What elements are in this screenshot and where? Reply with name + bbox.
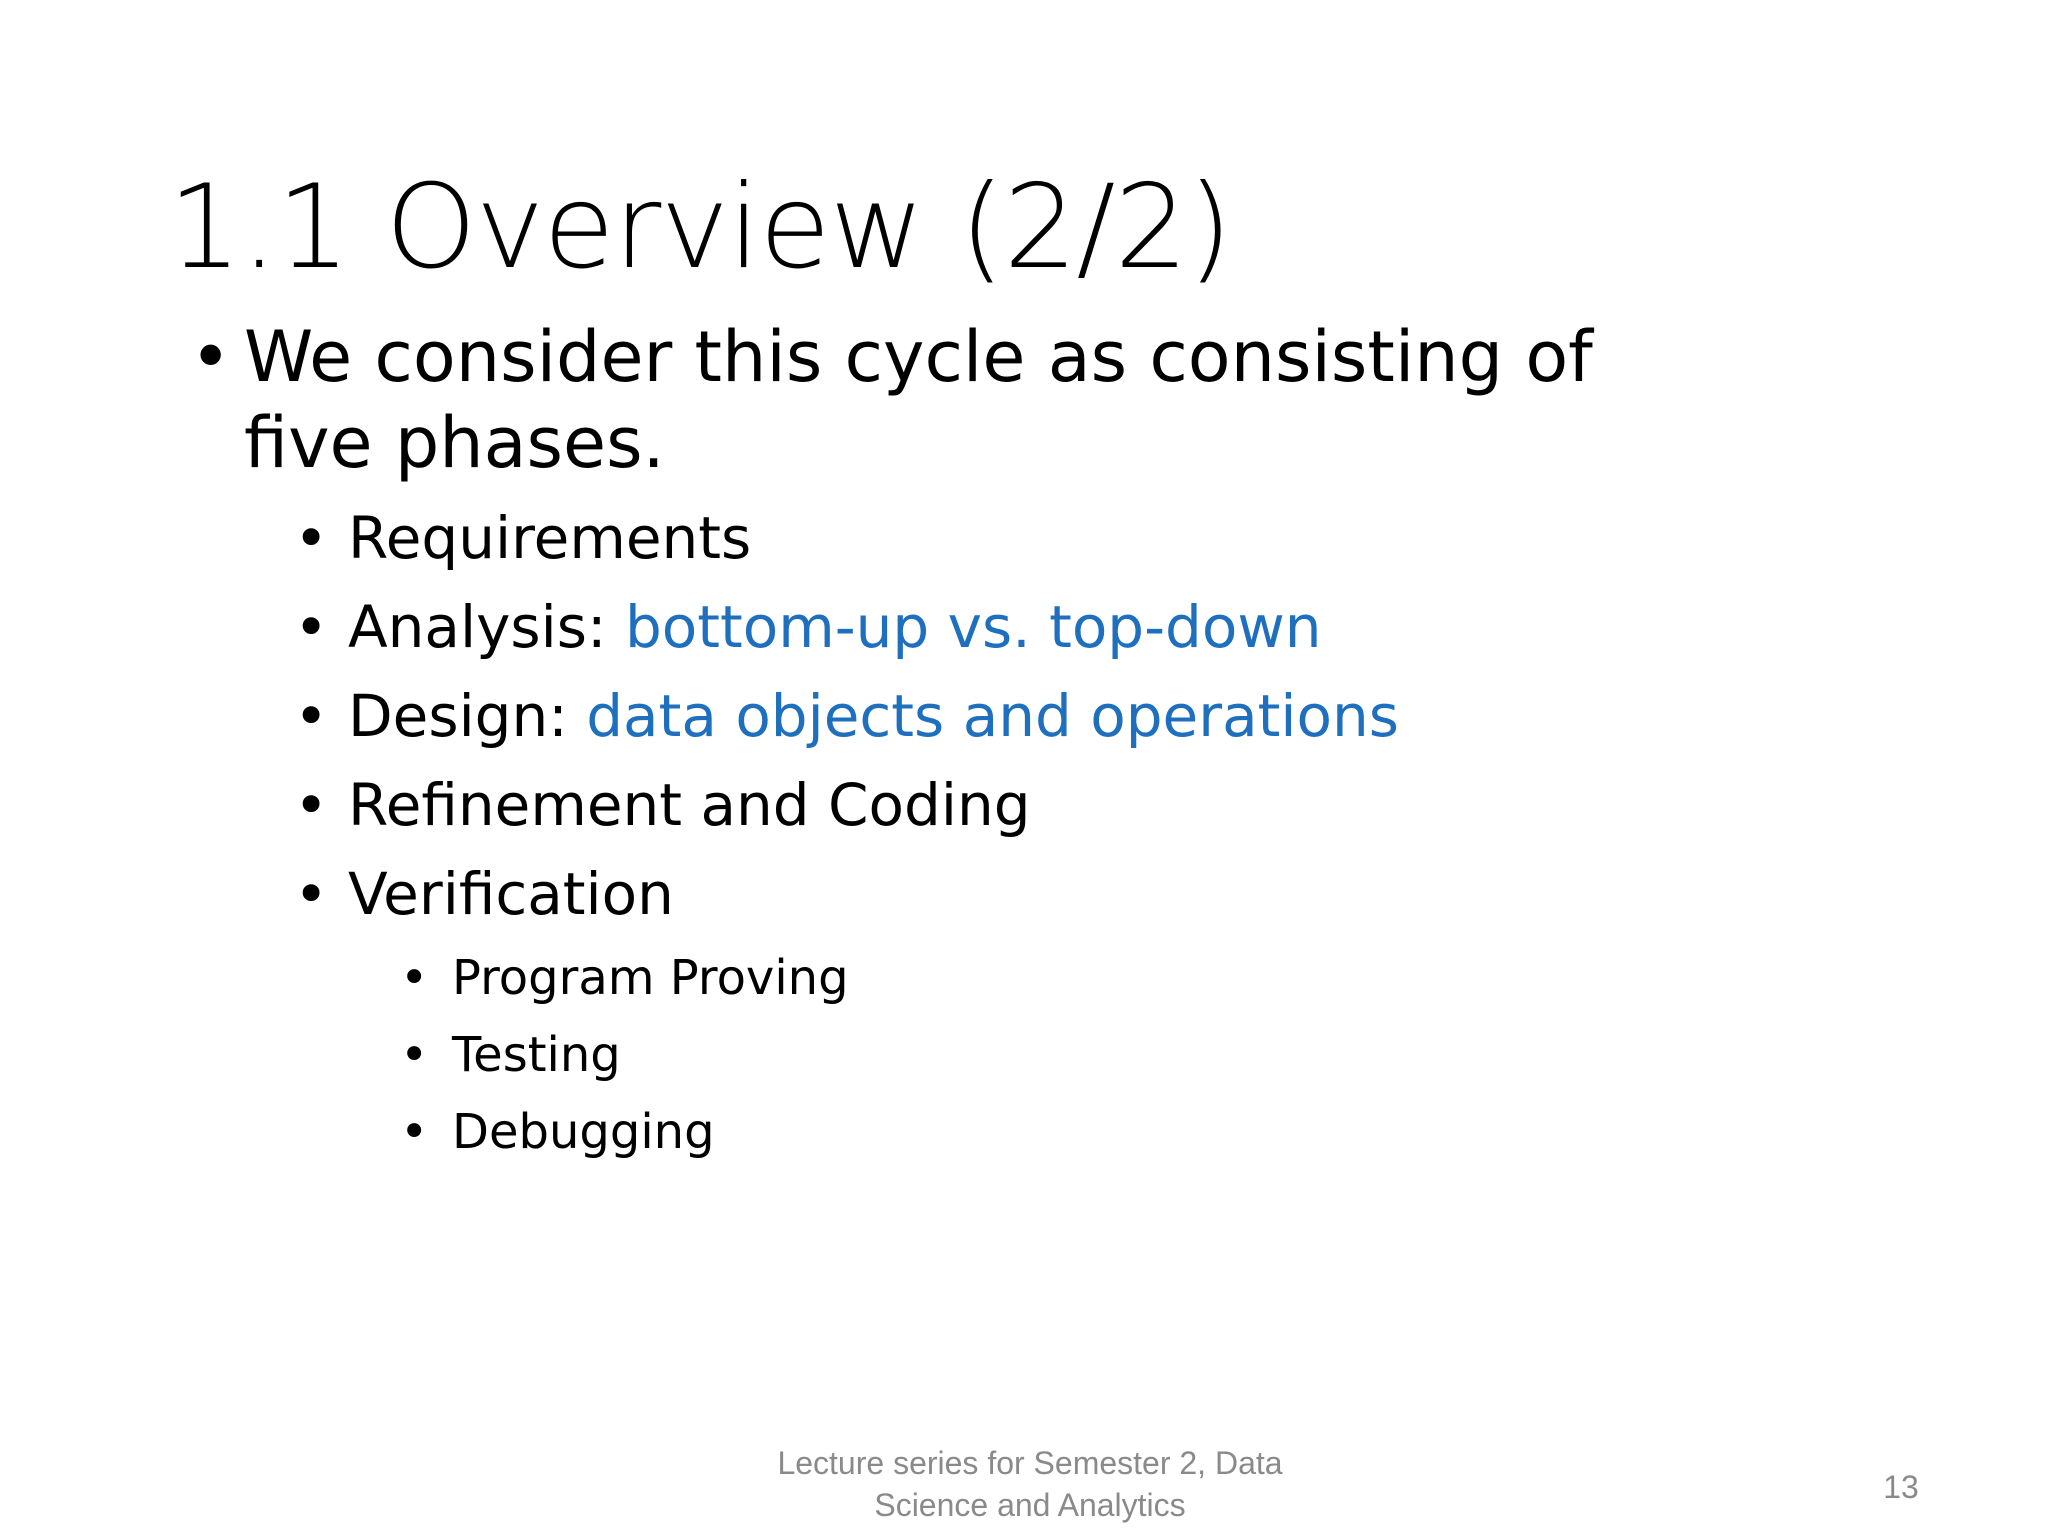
- phase-analysis: [348, 591, 1322, 663]
- footer-line2: Science and Analytics: [874, 1487, 1186, 1523]
- slide-title: 1.1 Overview (2/2): [168, 160, 1232, 295]
- footer-line1: Lecture series for Semester 2, Data: [777, 1445, 1283, 1481]
- bullet-dot: •: [294, 593, 329, 661]
- phase-design-label: Design:: [348, 682, 587, 750]
- bullet-dot: •: [400, 950, 429, 1006]
- main-bullet-line2: five phases.: [244, 402, 665, 484]
- sub-debugging: Debugging: [452, 1104, 715, 1160]
- phase-refinement: Refinement and Coding: [348, 771, 1031, 839]
- bullet-dot: •: [294, 771, 329, 839]
- slide-footer: [700, 1442, 1360, 1526]
- page-number: 13: [1883, 1469, 1919, 1505]
- sub-testing: Testing: [452, 1027, 621, 1083]
- main-bullet-line1: We consider this cycle as consisting of: [244, 316, 1593, 398]
- bullet-dot: •: [294, 860, 329, 928]
- bullet-dot: •: [190, 316, 232, 398]
- phase-analysis-detail: bottom-up vs. top-down: [624, 593, 1322, 661]
- phase-analysis-label: Analysis:: [348, 593, 625, 661]
- phase-design-detail: data objects and operations: [586, 682, 1399, 750]
- bullet-dot: •: [400, 1104, 429, 1160]
- bullet-dot: •: [294, 682, 329, 750]
- phase-verification: Verification: [348, 860, 674, 928]
- sub-program-proving: Program Proving: [452, 950, 849, 1006]
- phase-design: [348, 680, 1399, 752]
- phase-requirements: Requirements: [348, 504, 752, 572]
- bullet-dot: •: [400, 1027, 429, 1083]
- bullet-dot: •: [294, 504, 329, 572]
